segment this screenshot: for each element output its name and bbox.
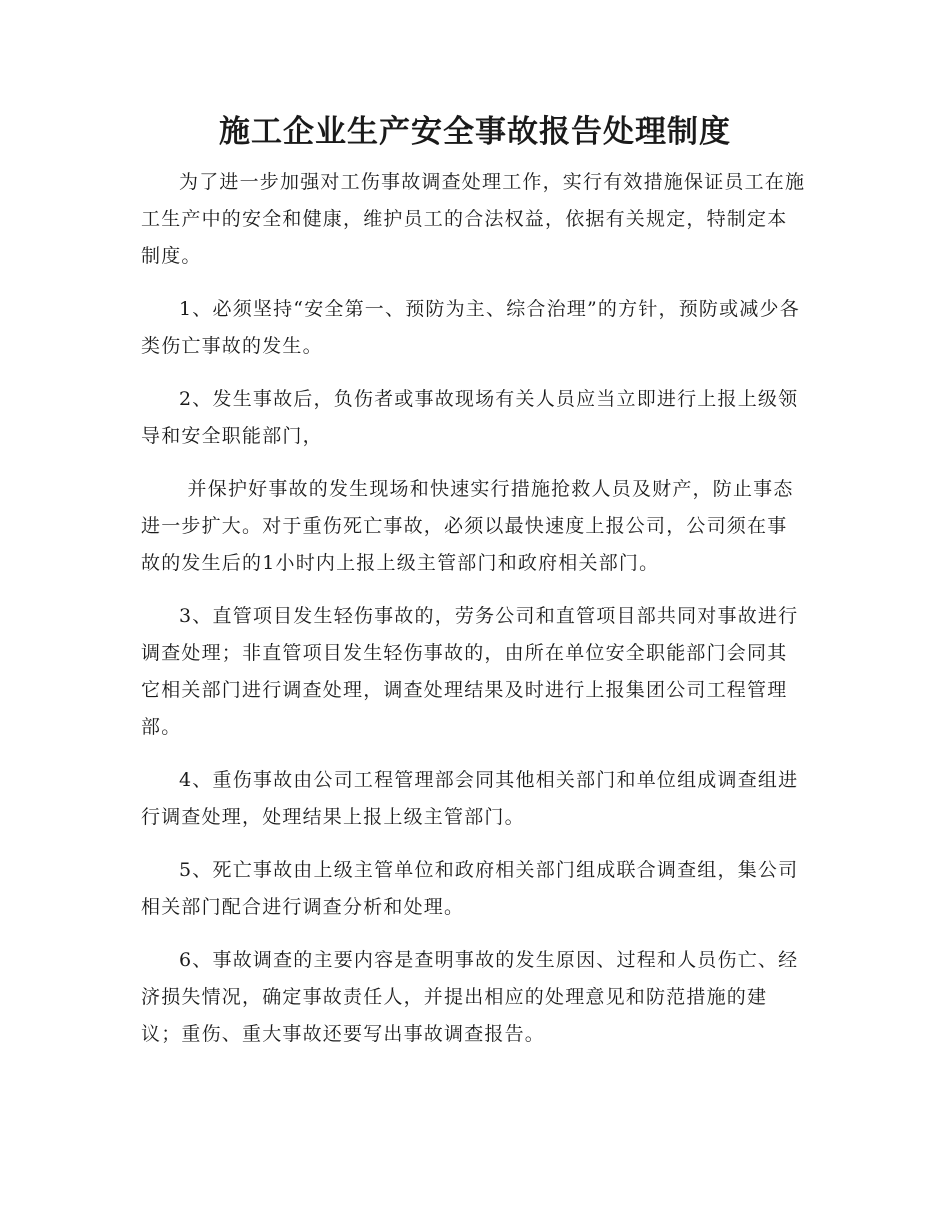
clause-3-paragraph: 3、直管项目发生轻伤事故的，劳务公司和直管项目部共同对事故进行调查处理；非直管项目发生轻伤事故的，由所在单位安全职能部门会同其它相关部门进行调查处理，调查处理结果及时进行上报集团公司工程管理部。 [141,605,799,738]
clause-2-paragraph: 2、发生事故后，负伤者或事故现场有关人员应当立即进行上报上级领导和安全职能部门， [141,388,799,447]
clause-4-paragraph: 4、重伤事故由公司工程管理部会同其他相关部门和单位组成调查组进行调查处理，处理结果上报上级主管部门。 [141,769,799,828]
clause-5-paragraph: 5、死亡事故由上级主管单位和政府相关部门组成联合调查组，集公司相关部门配合进行调查分析和处理。 [141,859,799,918]
document-body [141,164,806,1069]
clause-2-continuation-paragraph: 并保护好事故的发生现场和快速实行措施抢救人员及财产，防止事态进一步扩大。对于重伤死亡事故，必须以最快速度上报公司，公司须在事故的发生后的1小时内上报上级主管部门和政府相关部门。 [141,478,794,574]
clause-1-paragraph: 1、必须坚持“安全第一、预防为主、综合治理”的方针，预防或减少各类伤亡事故的发生。 [141,298,800,357]
intro-paragraph: 为了进一步加强对工伤事故调查处理工作，实行有效措施保证员工在施工生产中的安全和健康，维护员工的合法权益，依据有关规定，特制定本制度。 [141,171,806,267]
document-title: 施工企业生产安全事故报告处理制度 [219,114,731,150]
clause-6-paragraph: 6、事故调查的主要内容是查明事故的发生原因、过程和人员伤亡、经济损失情况，确定事故责任人，并提出相应的处理意见和防范措施的建议；重伤、重大事故还要写出事故调查报告。 [141,949,799,1045]
